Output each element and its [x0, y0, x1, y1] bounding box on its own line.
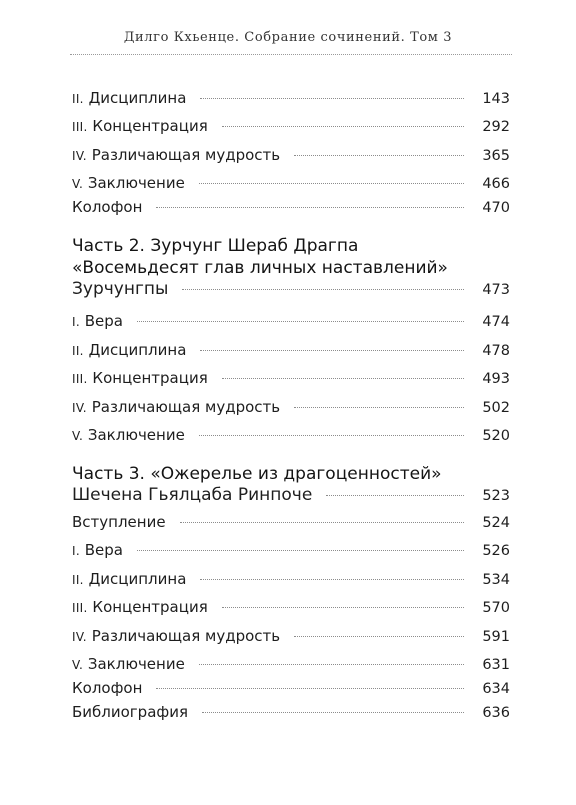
toc-entry[interactable]: [72, 396, 510, 420]
toc-entry[interactable]: [72, 367, 510, 391]
toc-entry[interactable]: [72, 339, 510, 363]
toc-entry-label: Различающая мудрость: [91, 398, 281, 416]
part-2-page: 473: [482, 282, 510, 298]
part-2-heading-line-3: Зурчунгпы: [72, 279, 169, 299]
part-3-page: 523: [482, 488, 510, 504]
toc-entry-title: [72, 653, 185, 676]
toc-entry-title: [72, 172, 185, 195]
dot-leader: [199, 664, 464, 665]
toc-entry-title: [72, 144, 280, 167]
running-head: Дилго Кхьенце. Собрание сочинений. Том 3: [123, 30, 453, 45]
toc-entry-label: Концентрация: [92, 117, 208, 135]
toc-entry-number: III.: [72, 120, 88, 134]
dot-leader: [222, 607, 464, 608]
toc-entry[interactable]: [72, 196, 510, 220]
part-2-entry[interactable]: [72, 278, 510, 302]
toc-entry-label: Библиография: [72, 703, 188, 721]
toc-entry-title: [72, 568, 186, 591]
toc-entry-label: Заключение: [87, 174, 185, 192]
dot-leader: [180, 522, 464, 523]
toc-entry-page: 292: [482, 119, 510, 135]
toc-entry-page: 478: [482, 343, 510, 359]
toc-entry-page: 365: [482, 148, 510, 164]
toc-entry[interactable]: [72, 653, 510, 677]
toc-entry-label: Концентрация: [92, 598, 208, 616]
dot-leader: [294, 407, 464, 408]
toc-entry-label: Концентрация: [92, 369, 208, 387]
toc-entry-page: 631: [482, 657, 510, 673]
toc-entry[interactable]: [72, 677, 510, 701]
part-3-heading-line-2: Шечена Гьялцаба Ринпоче: [72, 485, 313, 505]
toc-entry-page: 524: [482, 515, 510, 531]
toc-entry-label: Вера: [84, 312, 123, 330]
part-2-heading-line-2: «Восемьдесят глав личных наставлений»: [72, 258, 448, 278]
dot-leader: [156, 688, 464, 689]
dot-leader: [200, 98, 464, 99]
toc-entry-number: IV.: [72, 401, 87, 415]
part-3-entry[interactable]: [72, 484, 510, 508]
toc-entry-number: V.: [72, 658, 84, 672]
toc-entry-number: IV.: [72, 630, 87, 644]
dot-leader: [199, 435, 464, 436]
toc-entry-label: Различающая мудрость: [91, 627, 281, 645]
toc-entry[interactable]: [72, 115, 510, 139]
toc-entry[interactable]: [72, 568, 510, 592]
toc-entry-page: 470: [482, 200, 510, 216]
toc-entry-page: 520: [482, 428, 510, 444]
toc-entry-page: 143: [482, 91, 510, 107]
toc-entry[interactable]: [72, 424, 510, 448]
toc-entry[interactable]: [72, 625, 510, 649]
toc-entry-label: Дисциплина: [88, 570, 187, 588]
toc-entry[interactable]: [72, 701, 510, 725]
toc-entry[interactable]: [72, 596, 510, 620]
toc-entry-number: III.: [72, 601, 88, 615]
toc-entry-label: Колофон: [72, 198, 143, 216]
dot-leader: [326, 495, 464, 496]
toc-entry[interactable]: [72, 144, 510, 168]
dot-leader: [199, 183, 464, 184]
toc-entry-title: [72, 625, 280, 648]
header-dotted-rule: [70, 54, 512, 55]
toc-entry-page: 493: [482, 371, 510, 387]
toc-entry-label: Различающая мудрость: [91, 146, 281, 164]
toc-entry-title: [72, 339, 186, 362]
toc-entry[interactable]: [72, 511, 510, 535]
toc-entry-page: 466: [482, 176, 510, 192]
toc-entry-page: 570: [482, 600, 510, 616]
toc-entry-title: [72, 367, 208, 390]
toc-entry-page: 526: [482, 543, 510, 559]
toc-entry-page: 534: [482, 572, 510, 588]
toc-entry-page: 591: [482, 629, 510, 645]
toc-entry-title: [72, 87, 186, 110]
dot-leader: [156, 207, 464, 208]
dot-leader: [200, 350, 464, 351]
toc-entry-page: 502: [482, 400, 510, 416]
dot-leader: [294, 636, 464, 637]
toc-entry-label: Вера: [84, 541, 123, 559]
toc-entry[interactable]: [72, 87, 510, 111]
part-3-heading-line-1: Часть 3. «Ожерелье из драгоценностей»: [72, 464, 442, 484]
toc-entry-label: Дисциплина: [88, 341, 187, 359]
dot-leader: [222, 378, 464, 379]
toc-entry-number: III.: [72, 372, 88, 386]
dot-leader: [137, 321, 464, 322]
toc-entry-label: Дисциплина: [88, 89, 187, 107]
toc-entry-title: [72, 115, 208, 138]
toc-entry-page: 634: [482, 681, 510, 697]
toc-entry-number: I.: [72, 315, 80, 329]
toc-entry-number: V.: [72, 177, 84, 191]
part-2-heading-line-1: Часть 2. Зурчунг Шераб Драгпа: [72, 236, 359, 256]
toc-entry-label: Колофон: [72, 679, 143, 697]
toc-entry-number: II.: [72, 344, 84, 358]
dot-leader: [200, 579, 464, 580]
toc-entry-title: [72, 596, 208, 619]
dot-leader: [222, 126, 464, 127]
toc-entry-title: [72, 539, 123, 562]
dot-leader: [294, 155, 464, 156]
toc-entry-title: [72, 310, 123, 333]
toc-entry-number: I.: [72, 544, 80, 558]
toc-entry-label: Заключение: [87, 426, 185, 444]
toc-entry-number: V.: [72, 429, 84, 443]
toc-entry-number: II.: [72, 92, 84, 106]
toc-entry-page: 636: [482, 705, 510, 721]
toc-entry[interactable]: [72, 172, 510, 196]
toc-entry[interactable]: [72, 310, 510, 334]
toc-entry[interactable]: [72, 539, 510, 563]
toc-entry-title: [72, 396, 280, 419]
dot-leader: [137, 550, 464, 551]
dot-leader: [182, 289, 464, 290]
toc-entry-label: Заключение: [87, 655, 185, 673]
dot-leader: [202, 712, 464, 713]
toc-entry-label: Вступление: [72, 513, 166, 531]
toc-entry-number: II.: [72, 573, 84, 587]
toc-entry-title: [72, 424, 185, 447]
toc-entry-number: IV.: [72, 149, 87, 163]
toc-entry-page: 474: [482, 314, 510, 330]
